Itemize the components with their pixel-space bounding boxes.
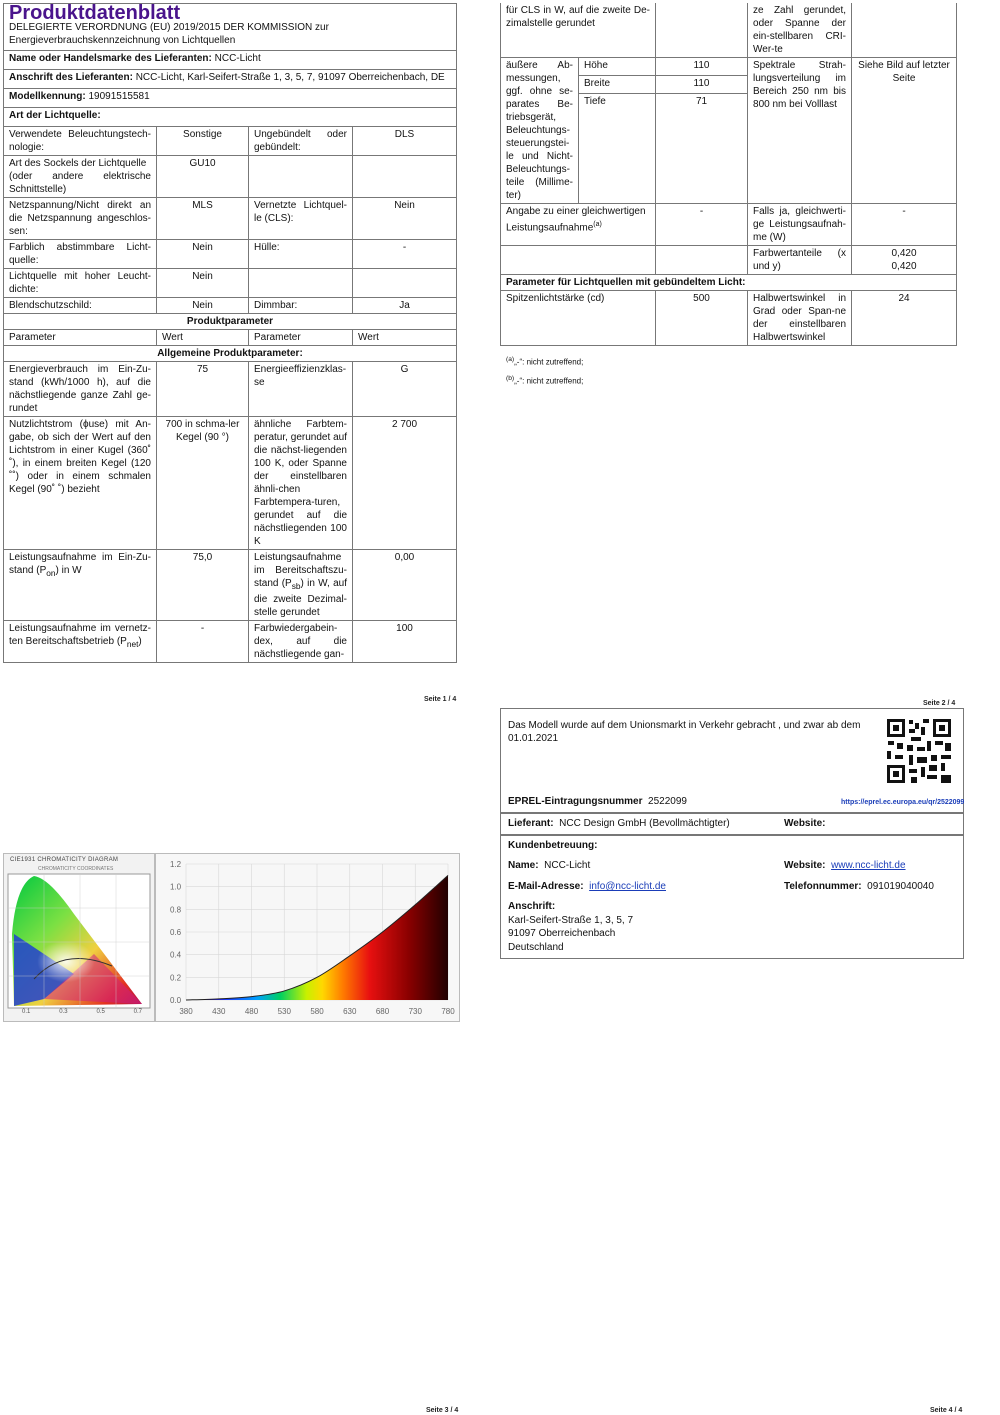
r3-value-2: Nein xyxy=(353,198,457,240)
cie-diagram xyxy=(3,853,155,1022)
r6-label-2: Dimmbar: xyxy=(249,298,353,314)
g3-label-2b: ) in W, auf die zweite Dezimal-stelle gerundet xyxy=(254,578,347,618)
depth-label: Tiefe xyxy=(579,94,656,204)
g3-value: 75,0 xyxy=(157,550,249,621)
r5-label: Lichtquelle mit hoher Leucht-dichte: xyxy=(4,269,157,298)
width-label: Breite xyxy=(579,76,656,94)
g2-label: Nutzlichtstrom (ϕuse) mit An-gabe, ob sich der Wert auf den Lichtstrom in einer Kugel (360˚ ˚), in einem breiten Kegel (120 ˚˚) oder in einem schmalen Kegel (90˚ ˚) bezieht xyxy=(4,417,157,550)
spectral-value: Siehe Bild auf letzter Seite xyxy=(852,58,957,204)
hdr-value-1: Wert xyxy=(157,330,249,346)
chromaticity-x: 0,420 xyxy=(891,248,917,259)
market-box xyxy=(500,708,964,814)
page-number-3: Seite 3 / 4 xyxy=(426,1407,459,1414)
x-tick-label: 580 xyxy=(310,1007,324,1016)
spectrum-chart xyxy=(155,853,460,1022)
x-tick-label: 730 xyxy=(408,1007,422,1016)
footnotes xyxy=(506,352,583,389)
address-label: Anschrift: xyxy=(508,901,556,912)
g4-label-a: Leistungsaufnahme im vernetz-ten Bereitschaftsbetrieb (P xyxy=(9,623,151,647)
g1-label: Energieverbrauch im Ein-Zu-stand (kWh/1000 h), auf die nächstliegende ganze Zahl ge-rundet xyxy=(4,362,157,417)
y-tick-label: 0.0 xyxy=(170,996,182,1005)
r3-value: MLS xyxy=(157,198,249,240)
g2-label-2: ähnliche Farbtem-peratur, gerundet auf die nächst-liegenden 100 K, oder Spanne der einstellbaren ähnli-chen Farbtempera-turen, gerundet auf die nächstliegenden 100 K xyxy=(249,417,353,550)
height-value: 110 xyxy=(656,58,748,76)
website2-label: Website: xyxy=(784,860,826,871)
cie-x-ticks xyxy=(22,1009,142,1015)
cls-standby-label: für CLS in W, auf die zweite De-zimalstelle gerundet xyxy=(501,3,656,58)
website-label: Website: xyxy=(784,818,826,829)
light-type-label: Art der Lichtquelle: xyxy=(4,108,457,127)
r4-label-2: Hülle: xyxy=(249,240,353,269)
g1-label-2: Energieeffizienzklas-se xyxy=(249,362,353,417)
eprel-label: EPREL-Eintragungsnummer xyxy=(508,796,643,807)
supplier-box xyxy=(500,812,964,836)
g4-value-2: 100 xyxy=(353,621,457,663)
y-tick-label: 1.2 xyxy=(170,860,182,869)
cie-subtitle: CHROMATICITY COORDINATES xyxy=(38,866,114,872)
spectrum-x-ticks xyxy=(179,1007,455,1016)
eprel-url[interactable]: https://eprel.ec.europa.eu/qr/2522099 xyxy=(841,799,965,806)
r5-value: Nein xyxy=(157,269,249,298)
footnote-a: „-“: nicht zutreffend; xyxy=(514,357,584,367)
cie-tick: 0.1 xyxy=(22,1009,31,1015)
r4-value-2: - xyxy=(353,240,457,269)
qr-code-icon xyxy=(885,717,953,785)
r1-value-2: DLS xyxy=(353,127,457,156)
x-tick-label: 480 xyxy=(244,1007,259,1016)
height-label: Höhe xyxy=(579,58,656,76)
r6-label: Blendschutzschild: xyxy=(4,298,157,314)
y-tick-label: 0.2 xyxy=(170,973,182,983)
g2-value: 700 in schma-ler Kegel (90 °) xyxy=(157,417,249,550)
spectrum-svg xyxy=(156,854,459,1021)
footnote-a-sup: (a) xyxy=(506,356,515,363)
depth-value: 71 xyxy=(656,94,748,204)
x-tick-label: 630 xyxy=(343,1007,357,1016)
footnote-b: „-“: nicht zutreffend; xyxy=(514,376,584,386)
supplier-name: NCC-Licht xyxy=(214,53,261,64)
r1-label-2: Ungebündelt oder gebündelt: xyxy=(249,127,353,156)
g3-label-a: Leistungsaufnahme im Ein-Zu-stand (P xyxy=(9,552,151,576)
supplier-name-label: Name oder Handelsmarke des Lieferanten: xyxy=(9,53,212,64)
name-value: NCC-Licht xyxy=(544,860,591,871)
page-1 xyxy=(0,0,500,707)
equiv-power-label: Angabe zu einer gleichwertigen Leistungsaufnahme xyxy=(506,206,646,234)
hdr-parameter-1: Parameter xyxy=(4,330,157,346)
g3-value-2: 0,00 xyxy=(353,550,457,621)
cie-tick: 0.7 xyxy=(133,1009,142,1015)
customer-service-label: Kundenbetreuung: xyxy=(508,840,598,851)
spectral-label: Spektrale Strah-lungsverteilung im Bereich 250 nm bis 800 nm bei Volllast xyxy=(748,58,852,204)
page-number-2: Seite 2 / 4 xyxy=(923,700,956,707)
x-tick-label: 780 xyxy=(441,1007,455,1016)
x-tick-label: 430 xyxy=(212,1007,226,1016)
g3-label-b: ) in W xyxy=(55,565,82,576)
x-tick-label: 680 xyxy=(375,1007,390,1016)
datasheet-table-1 xyxy=(3,3,457,663)
cie-plot-svg xyxy=(4,854,154,1021)
page-2 xyxy=(500,0,1000,707)
datasheet-table-2 xyxy=(500,3,957,346)
address-line-1: Karl-Seifert-Straße 1, 3, 5, 7 xyxy=(508,915,634,926)
r2-label-b: (oder andere elektrische Schnittstelle) xyxy=(9,171,151,195)
equiv-power-value: - xyxy=(656,204,748,246)
r2-label-a: Art des Sockels der Lichtquelle xyxy=(9,158,147,169)
cie-white-point xyxy=(30,933,102,985)
r1-value: Sonstige xyxy=(157,127,249,156)
r6-value: Nein xyxy=(157,298,249,314)
market-text: Das Modell wurde auf dem Unionsmarkt in Verkehr gebracht , und zwar ab dem 01.01.2021 xyxy=(508,720,861,744)
r4-value: Nein xyxy=(157,240,249,269)
g1-value-2: G xyxy=(353,362,457,417)
footnote-b-sup: (b) xyxy=(506,374,515,382)
cie-tick: 0.5 xyxy=(96,1009,105,1015)
equiv-power-label-2: Falls ja, gleichwerti-ge Leistungsaufnah-me (W) xyxy=(748,204,852,246)
x-tick-label: 530 xyxy=(277,1007,291,1016)
r3-label: Netzspannung/Nicht direkt an die Netzspannung angeschlos-sen: xyxy=(4,198,157,240)
page-3 xyxy=(0,707,500,1414)
g1-value: 75 xyxy=(157,362,249,417)
r2-value: GU10 xyxy=(157,156,249,198)
chromaticity-y: 0,420 xyxy=(891,261,917,272)
y-tick-label: 0.8 xyxy=(170,905,182,915)
g4-label-2: Farbwiedergabein-dex, auf die nächstliegende gan- xyxy=(249,621,353,663)
g3-label-sub: on xyxy=(46,568,56,578)
product-params-heading: Produktparameter xyxy=(4,314,457,330)
general-params-heading: Allgemeine Produktparameter: xyxy=(4,346,457,362)
tel-label: Telefonnummer: xyxy=(784,881,862,892)
cri-label: ze Zahl gerundet, oder Spanne der ein-stellbaren CRI-Wer-te xyxy=(748,3,852,58)
g2-value-2: 2 700 xyxy=(353,417,457,550)
model-id: 19091515581 xyxy=(88,91,150,102)
dimensions-label: äußere Ab-messungen, ggf. ohne se-parates Be-triebsgerät, Beleuchtungs-steuerungstei-le und Nicht-Beleuchtungs-teile (Millime-ter) xyxy=(501,58,579,204)
r3-label-2: Vernetzte Lichtquel-le (CLS): xyxy=(249,198,353,240)
width-value: 110 xyxy=(656,76,748,94)
equiv-power-value-2: - xyxy=(852,204,957,246)
cie-tick: 0.3 xyxy=(59,1009,68,1015)
hdr-parameter-2: Parameter xyxy=(249,330,353,346)
g4-label-b: ) xyxy=(138,636,142,647)
equiv-power-sup: (a) xyxy=(593,221,602,228)
website-link[interactable]: www.ncc-licht.de xyxy=(831,860,906,871)
tel-value: 091019040040 xyxy=(867,881,934,892)
lieferant-label: Lieferant: xyxy=(508,818,554,829)
hdr-value-2: Wert xyxy=(353,330,457,346)
beam-angle-label: Halbwertswinkel in Grad oder Span-ne der einstellbaren Halbwertswinkel xyxy=(748,291,852,346)
page-4 xyxy=(500,707,1000,1414)
r1-label: Verwendete Beleuchtungstech-nologie: xyxy=(4,127,157,156)
y-tick-label: 0.4 xyxy=(170,950,182,960)
g3-label-2sub: sb xyxy=(291,581,301,591)
x-tick-label: 380 xyxy=(179,1007,193,1016)
r4-label: Farblich abstimmbare Licht-quelle: xyxy=(4,240,157,269)
g4-value: - xyxy=(157,621,249,663)
cie-title: CIE1931 CHROMATICITY DIAGRAM xyxy=(10,857,119,863)
g4-label-sub: net xyxy=(126,639,139,649)
email-label: E-Mail-Adresse: xyxy=(508,881,584,892)
name-label: Name: xyxy=(508,860,539,871)
beam-angle-value: 24 xyxy=(852,291,957,346)
email-link[interactable]: info@ncc-licht.de xyxy=(589,881,666,892)
y-tick-label: 1.0 xyxy=(170,882,182,892)
page-title: Produktdatenblatt xyxy=(9,2,181,24)
customer-service-box xyxy=(500,834,964,959)
regulation-text: DELEGIERTE VERORDNUNG (EU) 2019/2015 DER KOMMISSION zur Energieverbrauchskennzeichnung von Lichtquellen xyxy=(4,20,457,51)
eprel-row xyxy=(508,795,687,808)
address-line-2: 91097 Oberreichenbach xyxy=(508,928,616,939)
g3-label-2a: Leistungsaufnahme im Bereitschaftszu-stand (P xyxy=(254,552,347,589)
supplier-address: NCC-Licht, Karl-Seifert-Straße 1, 3, 5, 7, 91097 Oberreichenbach, DE xyxy=(135,72,445,83)
page-number-4: Seite 4 / 4 xyxy=(930,1407,963,1414)
bundled-heading: Parameter für Lichtquellen mit gebündeltem Licht: xyxy=(501,275,957,291)
r6-value-2: Ja xyxy=(353,298,457,314)
lieferant: NCC Design GmbH (Bevollmächtigter) xyxy=(559,818,730,829)
model-label: Modellkennung: xyxy=(9,91,86,102)
peak-intensity-label: Spitzenlichtstärke (cd) xyxy=(501,291,656,346)
address-line-3: Deutschland xyxy=(508,942,564,953)
supplier-address-label: Anschrift des Lieferanten: xyxy=(9,72,133,83)
chromaticity-label: Farbwertanteile (x und y) xyxy=(748,246,852,275)
page-number-1: Seite 1 / 4 xyxy=(424,696,457,703)
y-tick-label: 0.6 xyxy=(170,928,182,937)
eprel-number: 2522099 xyxy=(648,796,687,807)
peak-intensity-value: 500 xyxy=(656,291,748,346)
